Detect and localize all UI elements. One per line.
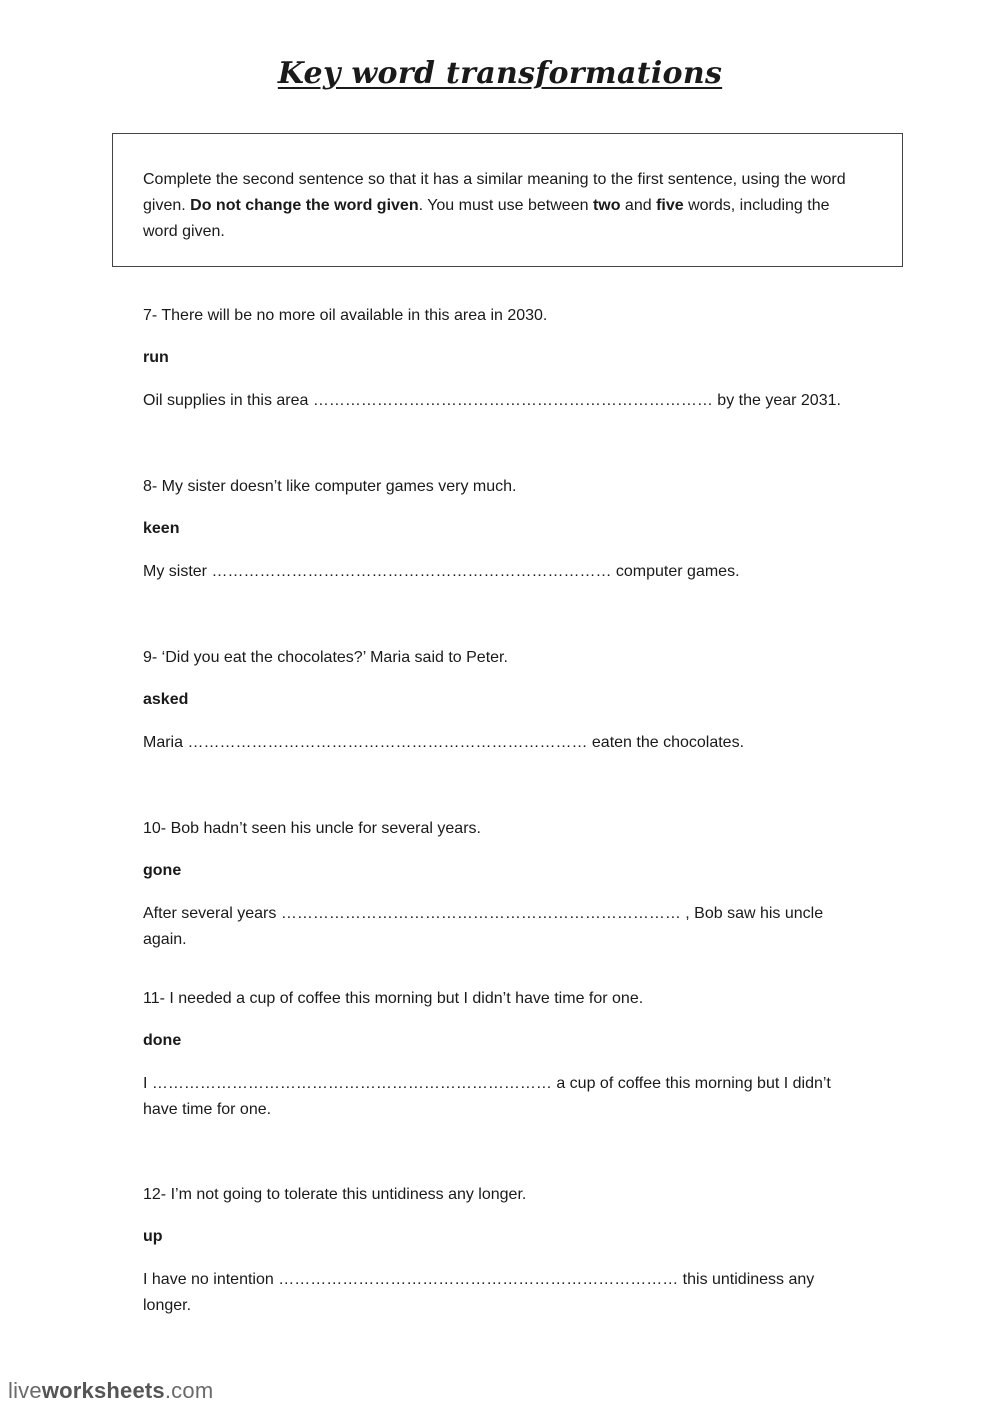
answer-blank[interactable]: ………………………………………………………………… bbox=[280, 905, 681, 922]
instructions-box bbox=[112, 133, 903, 267]
key-word: done bbox=[143, 1032, 182, 1049]
instructions-emphasis: five bbox=[656, 197, 684, 214]
instructions-text: . You must use between bbox=[418, 197, 593, 214]
liveworksheets-logo bbox=[8, 1378, 213, 1404]
answer-line bbox=[143, 901, 863, 953]
logo-suffix-text: .com bbox=[164, 1378, 214, 1403]
key-word: up bbox=[143, 1228, 163, 1245]
answer-blank[interactable]: ………………………………………………………………… bbox=[312, 392, 713, 409]
logo-bold-text: worksheets bbox=[41, 1378, 165, 1403]
answer-prefix: Maria bbox=[143, 734, 188, 751]
answer-blank[interactable]: ………………………………………………………………… bbox=[151, 1075, 552, 1092]
answer-line bbox=[143, 388, 863, 414]
answer-line bbox=[143, 730, 863, 756]
question-stem: 7- There will be no more oil available in this area in 2030. bbox=[143, 307, 548, 324]
key-word: gone bbox=[143, 862, 182, 879]
answer-line bbox=[143, 1267, 863, 1319]
key-word: keen bbox=[143, 520, 180, 537]
answer-blank[interactable]: ………………………………………………………………… bbox=[278, 1271, 679, 1288]
answer-prefix: My sister bbox=[143, 563, 212, 580]
answer-prefix: After several years bbox=[143, 905, 281, 922]
question-stem: 11- I needed a cup of coffee this morning but I didn’t have time for one. bbox=[143, 990, 644, 1007]
answer-blank[interactable]: ………………………………………………………………… bbox=[187, 734, 588, 751]
answer-line bbox=[143, 559, 863, 585]
instructions-text: Complete the second sentence so that it has a similar meaning to the first sentence, using the word given. bbox=[143, 171, 846, 214]
answer-prefix: I bbox=[143, 1075, 152, 1092]
question-stem: 10- Bob hadn’t seen his uncle for several years. bbox=[143, 820, 481, 837]
instructions-emphasis: Do not change the word given bbox=[190, 197, 419, 214]
instructions-text: words, including the word given. bbox=[143, 197, 830, 240]
instructions-emphasis: two bbox=[592, 197, 621, 214]
answer-suffix: by the year 2031. bbox=[712, 392, 841, 409]
question-stem: 12- I’m not going to tolerate this untidiness any longer. bbox=[143, 1186, 527, 1203]
question-stem: 9- ‘Did you eat the chocolates?’ Maria said to Peter. bbox=[143, 649, 508, 666]
key-word: asked bbox=[143, 691, 189, 708]
answer-suffix: this untidiness any longer. bbox=[143, 1271, 815, 1314]
answer-suffix: a cup of coffee this morning but I didn’t have time for one. bbox=[143, 1075, 831, 1118]
logo-light-text: live bbox=[8, 1378, 42, 1403]
answer-prefix: I have no intention bbox=[143, 1271, 279, 1288]
question-stem: 8- My sister doesn’t like computer games very much. bbox=[143, 478, 517, 495]
answer-suffix: , Bob saw his uncle again. bbox=[143, 905, 824, 948]
instructions-text: and bbox=[620, 197, 657, 214]
key-word: run bbox=[143, 349, 169, 366]
answer-blank[interactable]: ………………………………………………………………… bbox=[211, 563, 612, 580]
answer-suffix: computer games. bbox=[611, 563, 740, 580]
answer-suffix: eaten the chocolates. bbox=[587, 734, 745, 751]
answer-line bbox=[143, 1071, 863, 1123]
answer-prefix: Oil supplies in this area bbox=[143, 392, 313, 409]
page-title: Key word transformations bbox=[277, 56, 723, 91]
